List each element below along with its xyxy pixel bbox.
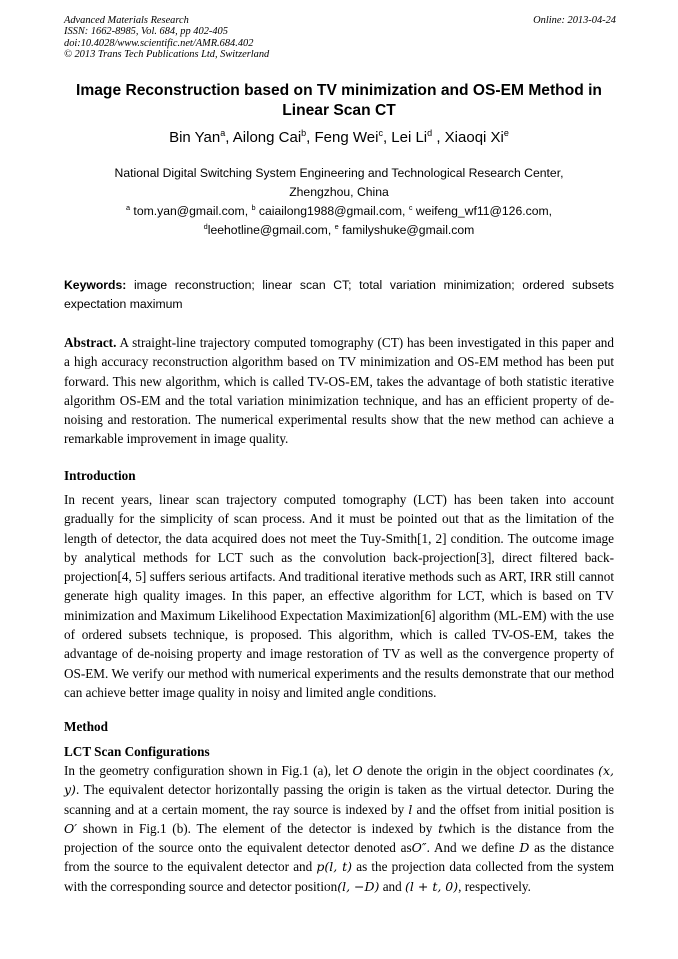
keywords-label: Keywords: [64, 278, 127, 292]
method-heading: Method [64, 719, 108, 734]
math-detector-index: t [438, 820, 444, 836]
paper-title [50, 81, 628, 121]
author-separator: , [306, 129, 315, 146]
author-affil-mark: d [427, 128, 433, 138]
keywords-text: image reconstruction; linear scan CT; total variation minimization; ordered subsets expectation maximum [64, 278, 614, 311]
email-mark: b [251, 202, 256, 212]
author-name: Bin Yan [169, 129, 221, 146]
author-name: Ailong Cai [232, 129, 302, 146]
email-link[interactable]: leehotline@gmail.com, [207, 223, 335, 237]
method-text-run: , respectively. [458, 878, 531, 894]
journal-header [64, 15, 616, 60]
abstract [64, 333, 614, 449]
method-text-run: . And we define [426, 840, 520, 856]
author-affil-mark: c [378, 128, 383, 138]
abstract-label: Abstract. [64, 335, 117, 350]
math-projection-point: O″ [411, 840, 427, 856]
author-name: Feng Wei [314, 129, 379, 146]
email-link[interactable]: weifeng_wf11@126.com, [412, 204, 553, 218]
method-text-run: as the distance from the source to the equivalent detector and [64, 840, 614, 875]
author-affil-mark: e [503, 128, 509, 138]
math-projection-data: p(l, t) [316, 859, 353, 875]
method-text [64, 761, 614, 896]
math-source-index: l [408, 801, 413, 817]
email-link[interactable]: familyshuke@gmail.com [338, 223, 475, 237]
journal-issn: ISSN: 1662-8985, Vol. 684, pp 402-405 [64, 26, 228, 38]
email-link[interactable]: tom.yan@gmail.com, [130, 204, 252, 218]
method-text-run: and the offset from initial position is [412, 801, 614, 817]
author-separator: , [432, 129, 445, 146]
journal-copyright: © 2013 Trans Tech Publications Ltd, Switzerland [64, 48, 270, 60]
affiliation-line-1: National Digital Switching System Engineering and Technological Research Center, [114, 166, 564, 180]
author-name: Lei Li [391, 129, 428, 146]
email-line-2 [50, 221, 628, 240]
affiliation [50, 164, 628, 202]
author-separator: , [382, 129, 392, 146]
online-date: Online: 2013-04-24 [533, 15, 616, 26]
introduction-text: In recent years, linear scan trajectory computed tomography (LCT) has been taken into account gradually for the simplicity of scan process. And it must be pointed out that as the limitation of the length of detector, the data acquired does not meet the Tuy-Smith[1, 2] condition. The outcome image by analytical methods for LCT such as the convolution back-projection[3], direct filtered back-projection[4, 5] suffers serious artifacts. And traditional iterative methods such as ART, IRR still cannot generate high quality images. In this paper, an effective algorithm for LCT, which is based on TV minimization and Maximum Likelihood Expectation Maximization[6] algorithm (ML-EM) with the use of ordered subsets technique, is proposed. This algorithm, which is called TV-OS-EM, takes the advantage of de-noising property and image restoration of TV as well as the convergence property of OS-EM. We verify our method with numerical experiments and the results demonstrate that our method can achieve better image quality in noisy and limited angle conditions. [64, 492, 614, 700]
author-separator: , [225, 129, 233, 146]
math-origin: O [352, 763, 363, 778]
affiliation-line-2: Zhengzhou, China [289, 185, 389, 199]
method-text-run: which is the distance from the projection of the source onto the equivalent detector denoted as [64, 820, 614, 856]
title-line-2: Linear Scan CT [282, 102, 396, 119]
scan-config-subheading: LCT Scan Configurations [64, 744, 210, 759]
keywords [64, 276, 614, 314]
method-text-run: . The equivalent detector horizontally passing the origin is taken as the virtual detector. During the scanning and at a certain moment, the ray source is indexed by [64, 782, 614, 817]
method-text-run: as the projection data collected from the system with the corresponding source and detector position [64, 859, 614, 894]
journal-doi: doi:10.4028/www.scientific.net/AMR.684.402 [64, 37, 254, 49]
email-mark: a [125, 202, 131, 212]
abstract-text: A straight-line trajectory computed tomography (CT) has been investigated in this paper and a high accuracy reconstruction algorithm based on TV minimization and OS-EM method has been put forward. This new algorithm, which is called TV-OS-EM, takes the advantage of both statistic iterative algorithm OS-EM and the total variation minimization technique, and has an efficient property of de-noising and restoration. The numerical experimental results show that the new method can achieve a remarkable improvement in image quality. [64, 335, 614, 447]
journal-name: Advanced Materials Research [64, 15, 189, 26]
email-mark: c [408, 202, 413, 212]
method-text-run: denote the origin in the object coordinates [362, 763, 599, 778]
method-text-run: In the geometry configuration shown in Fig.1 (a), let [64, 763, 353, 778]
math-source-position: (l, −D) [337, 878, 380, 894]
email-mark: e [334, 221, 339, 231]
math-coordinates: (x, y) [64, 763, 615, 798]
math-detector-position: (l + t, 0) [405, 878, 459, 894]
method-text-run: and [379, 878, 406, 894]
author-affil-mark: a [220, 128, 226, 138]
math-offset: O′ [64, 820, 78, 836]
math-distance: D [519, 840, 530, 856]
email-link[interactable]: caiailong1988@gmail.com, [255, 204, 409, 218]
author-name: Xiaoqi Xi [444, 129, 504, 146]
title-line-1: Image Reconstruction based on TV minimization and OS-EM Method in [76, 82, 602, 99]
email-line-1 [50, 202, 628, 221]
method-text-run: shown in Fig.1 (b). The element of the detector is indexed by [77, 820, 439, 836]
author-list [50, 128, 628, 148]
author-emails [50, 202, 628, 240]
author-affil-mark: b [301, 128, 307, 138]
introduction-heading: Introduction [64, 468, 136, 483]
email-mark: d [203, 221, 208, 231]
